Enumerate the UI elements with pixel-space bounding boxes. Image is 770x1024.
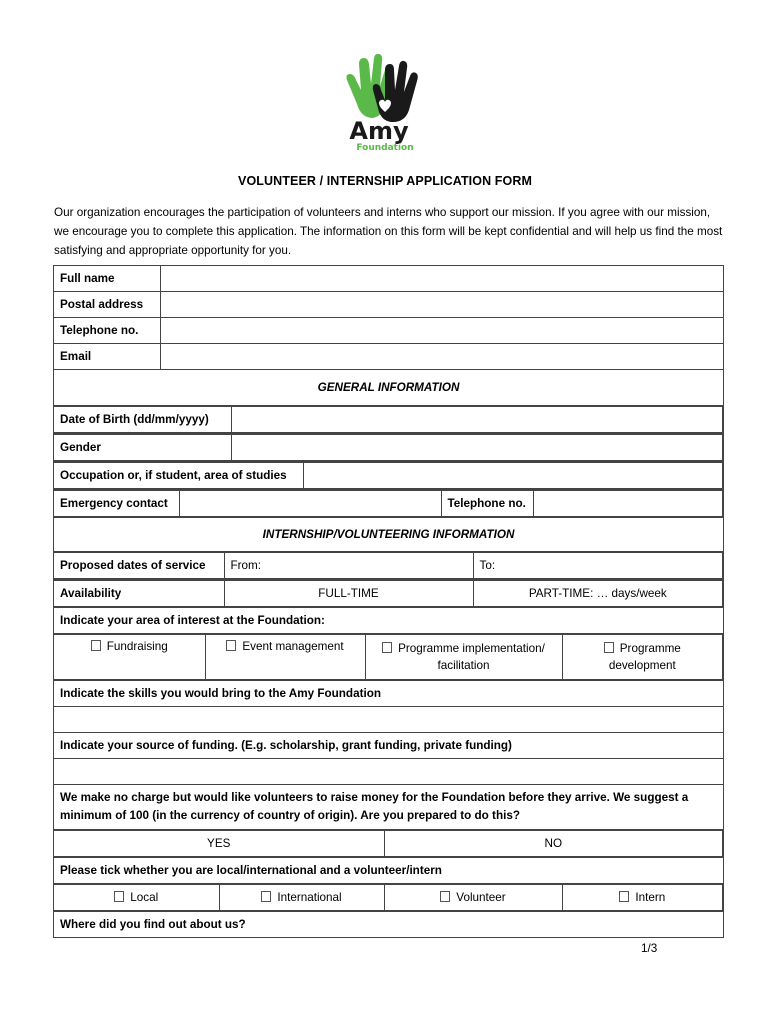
internship-info-heading: INTERNSHIP/VOLUNTEERING INFORMATION	[54, 518, 724, 552]
row-email	[54, 344, 724, 370]
dob-label: Date of Birth (dd/mm/yyyy)	[54, 407, 231, 433]
row-occupation	[54, 462, 724, 490]
emergency-contact-input[interactable]	[179, 491, 441, 517]
row-general-heading	[54, 370, 724, 406]
checkbox-icon[interactable]	[91, 640, 101, 651]
intro-paragraph: Our organization encourages the participation of volunteers and interns who support our mission. If you agree with our mission, we encourage you to complete this application. The information on this form will be kept confidential and will help us find the most satisfying and appropriate opportunity for you.	[54, 206, 723, 257]
no-option[interactable]: NO	[384, 831, 723, 857]
emergency-contact-label: Emergency contact	[54, 491, 179, 517]
found-question: Where did you find out about us?	[54, 912, 724, 938]
checkbox-icon[interactable]	[440, 891, 450, 902]
interest-programme-development[interactable]	[562, 635, 723, 680]
form-title: VOLUNTEER / INTERNSHIP APPLICATION FORM	[238, 174, 532, 188]
emergency-telephone-input[interactable]	[533, 491, 723, 517]
dob-input[interactable]	[231, 407, 723, 433]
row-funding-answer	[54, 759, 724, 785]
row-availability	[54, 580, 724, 608]
funding-input[interactable]	[54, 759, 724, 785]
checkbox-icon[interactable]	[226, 640, 236, 651]
general-info-heading: GENERAL INFORMATION	[54, 370, 724, 406]
logo-word: Amy	[349, 117, 409, 145]
tick-volunteer[interactable]	[384, 885, 562, 911]
full-time-option[interactable]: FULL-TIME	[224, 581, 473, 607]
logo-sub: Foundation	[356, 143, 414, 153]
tick-international[interactable]	[219, 885, 384, 911]
from-field[interactable]: From:	[224, 553, 473, 579]
row-internship-heading	[54, 518, 724, 552]
row-full-name	[54, 266, 724, 292]
interest-fundraising-label: Fundraising	[106, 640, 168, 653]
row-funding-question	[54, 733, 724, 759]
tick-intern-label: Intern	[635, 891, 666, 904]
row-dob	[54, 406, 724, 434]
row-found-question	[54, 912, 724, 938]
checkbox-icon[interactable]	[261, 891, 271, 902]
to-field[interactable]: To:	[473, 553, 723, 579]
email-input[interactable]	[161, 344, 724, 370]
occupation-label: Occupation or, if student, area of studies	[54, 463, 303, 489]
availability-label: Availability	[54, 581, 224, 607]
interest-programme-development-label: Programme development	[608, 642, 681, 672]
tick-international-label: International	[277, 891, 342, 904]
interest-fundraising[interactable]	[54, 635, 205, 680]
interest-event-management-label: Event management	[242, 640, 344, 653]
email-label: Email	[54, 344, 161, 370]
gender-label: Gender	[54, 435, 231, 461]
checkbox-icon[interactable]	[114, 891, 124, 902]
interest-programme-implementation[interactable]	[365, 635, 562, 680]
full-name-label: Full name	[54, 266, 161, 292]
occupation-input[interactable]	[303, 463, 723, 489]
dates-label: Proposed dates of service	[54, 553, 224, 579]
row-charge-question	[54, 785, 724, 830]
checkbox-icon[interactable]	[382, 642, 392, 653]
gender-input[interactable]	[231, 435, 723, 461]
part-time-option[interactable]: PART-TIME: … days/week	[473, 581, 723, 607]
tick-local[interactable]	[54, 885, 219, 911]
row-gender	[54, 434, 724, 462]
funding-question: Indicate your source of funding. (E.g. scholarship, grant funding, private funding)	[54, 733, 724, 759]
amy-foundation-logo	[333, 46, 425, 154]
telephone-input[interactable]	[161, 318, 724, 344]
full-name-input[interactable]	[161, 266, 724, 292]
row-ticks	[54, 884, 724, 912]
telephone-label: Telephone no.	[54, 318, 161, 344]
interest-programme-implementation-label: Programme implementation/ facilitation	[398, 642, 545, 672]
tick-local-label: Local	[130, 891, 159, 904]
row-interest-question	[54, 608, 724, 634]
row-yes-no	[54, 830, 724, 858]
row-dates	[54, 552, 724, 580]
interest-event-management[interactable]	[205, 635, 365, 680]
row-tick-question	[54, 858, 724, 884]
tick-question: Please tick whether you are local/international and a volunteer/intern	[54, 858, 724, 884]
checkbox-icon[interactable]	[604, 642, 614, 653]
yes-option[interactable]: YES	[54, 831, 384, 857]
application-form-table	[53, 265, 724, 938]
tick-volunteer-label: Volunteer	[456, 891, 506, 904]
tick-intern[interactable]	[562, 885, 723, 911]
skills-question: Indicate the skills you would bring to the Amy Foundation	[54, 681, 724, 707]
checkbox-icon[interactable]	[619, 891, 629, 902]
postal-address-input[interactable]	[161, 292, 724, 318]
skills-input[interactable]	[54, 707, 724, 733]
page-number: 1/3	[641, 942, 658, 955]
postal-address-label: Postal address	[54, 292, 161, 318]
row-skills-answer	[54, 707, 724, 733]
charge-question: We make no charge but would like volunteers to raise money for the Foundation before they arrive. We suggest a minimum of 100 (in the currency of country of origin). Are you prepared to do this?	[54, 785, 724, 830]
row-skills-question	[54, 681, 724, 707]
row-interests	[54, 634, 724, 681]
row-postal-address	[54, 292, 724, 318]
row-emergency	[54, 490, 724, 518]
row-telephone	[54, 318, 724, 344]
interest-question: Indicate your area of interest at the Foundation:	[54, 608, 724, 634]
emergency-telephone-label: Telephone no.	[441, 491, 533, 517]
